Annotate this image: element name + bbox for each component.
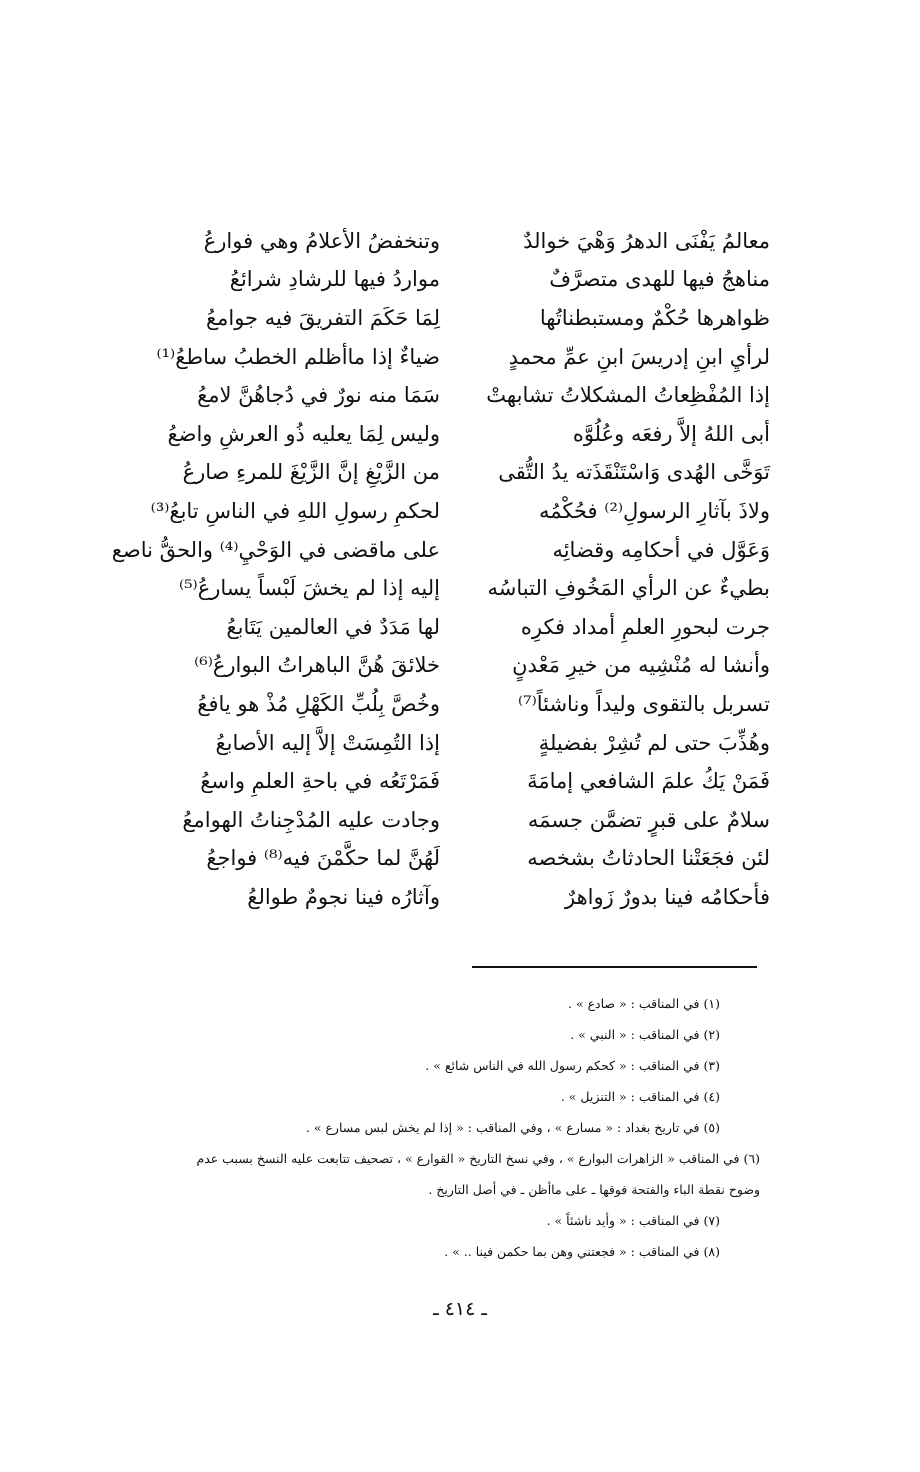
first-hemistich: بطيءٌ عن الرأي المَخُوفِ التباسُه xyxy=(487,576,770,601)
first-hemistich: معالمُ يَفْنَى الدهرُ وَهْيَ خوالدٌ xyxy=(523,228,770,253)
verse xyxy=(130,376,770,415)
second-hemistich: من الزَّيْغِ إنَّ الزَّيْغَ للمرءِ صارعُ xyxy=(182,460,440,485)
first-hemistich: لئن فجَعَتْنا الحادثاتُ بشخصه xyxy=(527,846,770,871)
verse xyxy=(130,338,770,377)
first-hemistich: جرت لبحورِ العلمِ أمداد فكرِه xyxy=(520,614,770,639)
verse xyxy=(130,878,770,917)
first-hemistich: تَوَخَّى الهُدى وَاسْتَنْقَذَته يدُ التُّقى xyxy=(498,460,770,485)
verse xyxy=(111,531,770,570)
second-hemistich: لحكمِ رسولِ اللهِ في الناسِ تابعُ⁽³⁾ xyxy=(150,498,440,523)
footnote-divider xyxy=(472,966,757,968)
footnote: (٧) في المناقب : « وأيد ناشئاً » . xyxy=(546,1213,720,1228)
footnote: (٢) في المناقب : « النبي » . xyxy=(570,1027,720,1042)
first-hemistich: ظواهرها حُكْمٌ ومستبطناتُها xyxy=(539,305,770,330)
first-hemistich: فَمَنْ يَكُ علمَ الشافعي إمامَةَ xyxy=(527,769,770,794)
verse xyxy=(130,454,770,493)
verse xyxy=(130,608,770,647)
footnote: (١) في المناقب : « صادع » . xyxy=(568,996,720,1011)
first-hemistich: فأحكامُه فينا بدورٌ زَواهرٌ xyxy=(565,884,770,909)
second-hemistich: إذا التُمِسَتْ إلاَّ إليه الأصابعُ xyxy=(215,730,440,755)
footnote: (٦) في المناقب « الزاهرات البوارع » ، وفي نسخ التاريخ « القوارع » ، تصحيف تتابعت عليه النسخ بسبب عدم xyxy=(196,1151,760,1166)
footnotes xyxy=(80,988,760,1267)
second-hemistich: خلائقَ هُنَّ الباهراتُ البوارعُ⁽⁶⁾ xyxy=(194,653,440,678)
second-hemistich: على ماقضى في الوَحْيِ⁽⁴⁾ والحقُّ ناصع xyxy=(111,537,440,562)
second-hemistich: مواردُ فيها للرشادِ شرائعُ xyxy=(229,267,440,292)
second-hemistich: فَمَرْتَعُه في باحةِ العلمِ واسعُ xyxy=(200,769,440,794)
footnote: (٣) في المناقب : « كحكم رسول الله في الناس شائع » . xyxy=(425,1058,720,1073)
verse xyxy=(130,492,770,531)
verse xyxy=(130,801,770,840)
second-hemistich: سَمَا منه نورٌ في دُجاهُنَّ لامعُ xyxy=(197,383,440,408)
second-hemistich: وآثارُه فينا نجومٌ طوالعُ xyxy=(247,884,440,909)
second-hemistich: وتنخفضُ الأعلامُ وهي فوارعُ xyxy=(203,228,440,253)
verse xyxy=(130,762,770,801)
footnote: (٤) في المناقب : « التنزيل » . xyxy=(560,1089,720,1104)
verse xyxy=(130,222,770,261)
poem xyxy=(111,222,770,917)
verse xyxy=(130,415,770,454)
footnote: (٨) في المناقب : « فجعتني وهن بما حكمن فينا .. » . xyxy=(444,1244,720,1259)
second-hemistich: لِمَا حَكَمَ التفريقَ فيه جوامعُ xyxy=(205,305,440,330)
first-hemistich: وهُذِّبَ حتى لم تُشِرْ بفضيلةٍ xyxy=(538,730,770,755)
second-hemistich: وخُصَّ بِلُبِّ الكَهْلِ مُذْ هو يافعُ xyxy=(197,691,440,716)
verse xyxy=(130,261,770,300)
verse xyxy=(130,647,770,686)
second-hemistich: لَهُنَّ لما حكَّمْنَ فيه⁽⁸⁾ فواجعُ xyxy=(206,846,440,871)
page-number: ـ ٤١٤ ـ xyxy=(433,1298,487,1320)
first-hemistich: مناهجُ فيها للهدى متصرَّفٌ xyxy=(549,267,770,292)
verse xyxy=(130,724,770,763)
first-hemistich: إذا المُفْظِعاتُ المشكلاتُ تشابهتْ xyxy=(486,383,770,408)
first-hemistich: ولاذَ بآثارِ الرسولِ⁽²⁾ فحُكْمُه xyxy=(539,498,770,523)
footnote: (٥) في تاريخ بغداد : « مسارع » ، وفي المناقب : « إذا لم يخش لبس مسارع » . xyxy=(305,1120,720,1135)
second-hemistich: ضياءٌ إذا ماأظلم الخطبُ ساطعُ⁽¹⁾ xyxy=(156,344,440,369)
first-hemistich: لرأيِ ابنِ إدريسَ ابنِ عمِّ محمدٍ xyxy=(508,344,770,369)
verse xyxy=(130,685,770,724)
second-hemistich: لها مَدَدٌ في العالمين يَتَابعُ xyxy=(226,614,440,639)
footnote-continuation: وضوح نقطة الباء والفتحة فوقها ـ على ماأظن ـ في أصل التاريخ . xyxy=(428,1182,760,1197)
second-hemistich: إليه إذا لم يخشَ لَبْساً يسارعُ⁽⁵⁾ xyxy=(178,576,440,601)
verse xyxy=(130,840,770,879)
first-hemistich: وأنشا له مُنْشِيه من خيرِ مَعْدنٍ xyxy=(512,653,770,678)
first-hemistich: سلامٌ على قبرٍ تضمَّن جسمَه xyxy=(527,807,770,832)
second-hemistich: وليس لِمَا يعليه ذُو العرشِ واضعُ xyxy=(167,421,440,446)
first-hemistich: وَعَوَّل في أحكامِه وقضائِه xyxy=(552,537,770,562)
verse xyxy=(130,569,770,608)
first-hemistich: تسربل بالتقوى وليداً وناشئاً⁽⁷⁾ xyxy=(517,691,770,716)
verse xyxy=(130,299,770,338)
first-hemistich: أبى اللهُ إلاَّ رفعَه وعُلُوَّه xyxy=(572,421,770,446)
second-hemistich: وجادت عليه المُدْجِناتُ الهوامعُ xyxy=(182,807,440,832)
